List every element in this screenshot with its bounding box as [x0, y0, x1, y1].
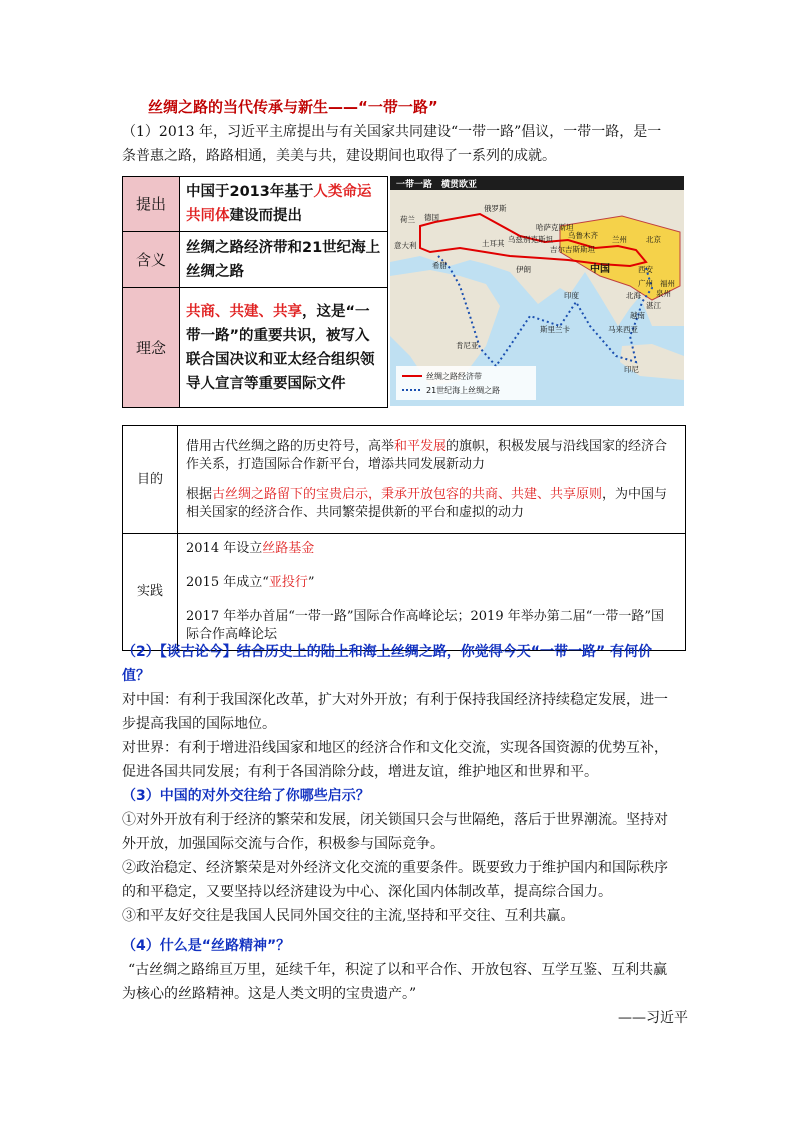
label-lanzhou: 兰州 — [612, 235, 627, 244]
q3-line-5: ③和平友好交往是我国人民同外国交往的主流,坚持和平交往、互利共赢。 — [122, 908, 575, 924]
q4-section — [122, 934, 688, 1030]
label-uzbekistan: 乌兹别克斯坦 — [508, 235, 553, 244]
map-header: 一带一路 横贯欧亚 — [396, 180, 478, 190]
q2-line-1: 对中国：有利于我国深化改革，扩大对外开放；有利于保持我国经济持续稳定发展，进一 — [122, 692, 668, 708]
q4-quote-line-1: “古丝绸之路绵亘万里，延续千年，积淀了以和平合作、开放包容、互学互鉴、互利共赢 — [128, 962, 668, 978]
label-zhanjiang: 湛江 — [646, 301, 661, 310]
label-quanzhou: 泉州 — [656, 289, 671, 298]
label-turkey: 土耳其 — [482, 239, 505, 248]
q3-line-4: 的和平稳定，又要坚持以经济建设为中心、深化国内体制改革，提高综合国力。 — [122, 884, 612, 900]
q1-line-1: （1）2013 年，习近平主席提出与有关国家共同建设“一带一路”倡议，一带一路，是一 — [122, 124, 662, 140]
q3-heading: （3）中国的对外交往给了你哪些启示？ — [122, 788, 370, 804]
label-kazakhstan: 哈萨克斯坦 — [536, 223, 574, 232]
q4-quote-line-2: 为核心的丝路精神。这是人类文明的宝贵遗产。” — [122, 986, 417, 1002]
q1-paragraph — [122, 120, 661, 168]
q2-section — [122, 640, 668, 784]
proposal-table — [122, 176, 388, 408]
meaning-content: 丝绸之路经济带和21世纪海上丝绸之路 — [180, 232, 388, 288]
q3-line-2: 外开放，加强国际交流与合作，积极参与国际竞争。 — [122, 836, 444, 852]
q2-heading-1: （2）【谈古论今】结合历史上的陆上和海上丝绸之路，你觉得今天“一带一路” 有何价 — [122, 644, 653, 660]
purpose-content — [178, 426, 686, 534]
q3-section — [122, 784, 668, 928]
purpose-paragraph-2: 根据古丝绸之路留下的宝贵启示，秉承开放包容的共商、共建、共享原则，为中国与相关国家的经济合作、共同繁荣提供新的平台和虚拟的动力 — [186, 486, 668, 520]
q3-line-1: ①对外开放有利于经济的繁荣和发展，闭关锁国只会与世隔绝，落后于世界潮流。坚持对 — [122, 812, 668, 828]
label-beijing: 北京 — [646, 235, 661, 244]
concept-content: 共商、共建、共享，这是“一带一路”的重要共识，被写入联合国决议和亚太经合组织领导人宣言等重要国际文件 — [180, 288, 388, 408]
label-iran: 伊朗 — [516, 265, 531, 274]
label-beihai: 北海 — [626, 291, 641, 300]
label-guangzhou: 广州 — [638, 279, 653, 288]
q2-heading-2: 值？ — [122, 668, 150, 684]
row-header-purpose: 目的 — [123, 426, 178, 534]
label-india: 印度 — [564, 291, 579, 300]
purpose-paragraph-1: 借用古代丝绸之路的历史符号，高举和平发展的旗帜，积极发展与沿线国家的经济合作关系，打造国际合作新平台，增添共同发展新动力 — [186, 438, 668, 472]
q2-line-2: 步提高我国的国际地位。 — [122, 716, 276, 732]
label-germany: 德国 — [424, 213, 439, 222]
label-russia: 俄罗斯 — [484, 204, 507, 213]
q2-line-3: 对世界：有利于增进沿线国家和地区的经济合作和文化交流，实现各国资源的优势互补， — [122, 740, 668, 756]
label-indonesia: 印尼 — [624, 365, 639, 374]
row-header-practice: 实践 — [123, 534, 178, 651]
label-urumqi: 乌鲁木齐 — [568, 231, 598, 240]
label-malaysia: 马来西亚 — [608, 325, 638, 334]
practice-line-3: 2017 年举办首届“一带一路”国际合作高峰论坛；2019 年举办第二届“一带一路”国际合作高峰论坛 — [186, 609, 665, 642]
q4-signature: ——习近平 — [618, 1010, 688, 1026]
purpose-practice-table — [122, 425, 686, 651]
q4-heading: （4）什么是“丝路精神”？ — [122, 938, 291, 954]
practice-content — [178, 534, 686, 651]
label-xian: 西安 — [638, 265, 653, 274]
practice-line-2: 2015 年成立“亚投行” — [186, 575, 315, 590]
label-vietnam: 越南 — [630, 311, 645, 320]
practice-line-1: 2014 年设立丝路基金 — [186, 541, 315, 556]
label-kyrgyzstan: 吉尔吉斯斯坦 — [550, 245, 595, 254]
belt-and-road-map — [390, 176, 684, 406]
label-greece: 希腊 — [432, 261, 447, 270]
page-title: 丝绸之路的当代传承与新生——“一带一路” — [148, 98, 438, 116]
q1-line-2: 条普惠之路，路路相通，美美与共，建设期间也取得了一系列的成就。 — [122, 148, 556, 164]
label-netherlands: 荷兰 — [400, 215, 415, 224]
label-fuzhou: 福州 — [660, 279, 675, 288]
legend-sea-label: 21世纪海上丝绸之路 — [426, 386, 501, 395]
row-header-propose: 提出 — [123, 177, 180, 232]
q3-line-3: ②政治稳定、经济繁荣是对外经济文化交流的重要条件。既要致力于维护国内和国际秩序 — [122, 860, 668, 876]
row-header-concept: 理念 — [123, 288, 180, 408]
label-srilanka: 斯里兰卡 — [540, 325, 570, 334]
label-italy: 意大利 — [394, 241, 417, 250]
q2-line-4: 促进各国共同发展；有利于各国消除分歧，增进友谊，维护地区和世界和平。 — [122, 764, 598, 780]
row-header-meaning: 含义 — [123, 232, 180, 288]
legend-land-label: 丝绸之路经济带 — [426, 372, 482, 381]
propose-content: 中国于2013年基于人类命运共同体建设而提出 — [180, 177, 388, 232]
label-kenya: 肯尼亚 — [456, 341, 479, 350]
label-china: 中国 — [590, 264, 610, 275]
